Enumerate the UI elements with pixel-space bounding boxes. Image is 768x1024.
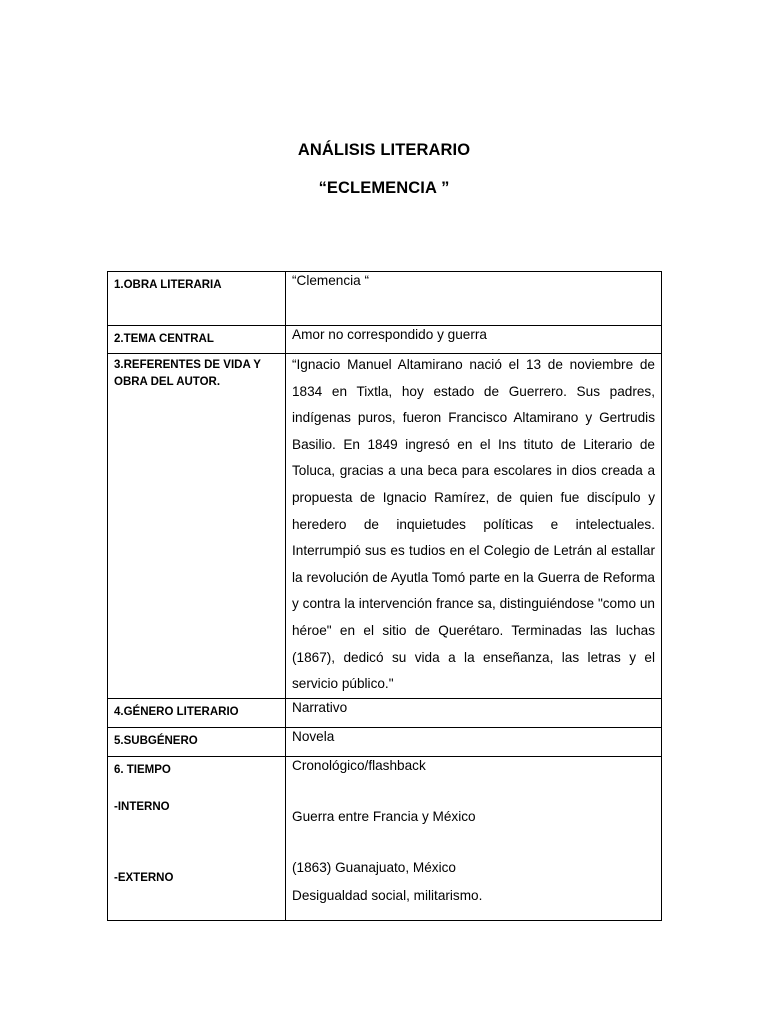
row-label-text: 2.TEMA CENTRAL (114, 333, 214, 345)
author-biography-text: “Ignacio Manuel Altamirano nació el 13 de noviembre de 1834 en Tixtla, hoy estado de Guerrero. Sus padres, indígenas puros, fueron Francisco Altamirano y Gertrudis Basilio. En 1849 ingresó en el Ins tituto de Literario de Toluca, gracias a una beca para escolares in dios creada a propuesta de Ignacio Ramírez, de quien fue discípulo y heredero de inquietudes políticas e intelectuales. Interrumpió sus es tudios en el Colegio de Letrán al estallar la revolución de Ayutla Tomó parte en la Guerra de Reforma y contra la intervención france sa, distinguiéndose "como un héroe" en el sitio de Querétaro. Terminadas las luchas (1867), dedicó su vida a la enseñanza, las letras y el servicio público." (292, 357, 655, 692)
row-value-tiempo (286, 756, 662, 920)
row-value-text: Amor no correspondido y guerra (292, 327, 487, 342)
analysis-table (107, 271, 662, 921)
row-value-text: “Clemencia “ (292, 273, 370, 288)
table-row (108, 326, 662, 354)
table-row (108, 756, 662, 920)
row-value-tema (286, 326, 662, 354)
row-value-genero (286, 698, 662, 727)
table-row (108, 272, 662, 326)
row-label-genero (108, 698, 286, 727)
sublabel-interno: -INTERNO (114, 800, 170, 813)
row-label-subgenero (108, 727, 286, 756)
row-label-text: 5.SUBGÉNERO (114, 734, 198, 747)
row-label-tiempo (108, 756, 286, 920)
table-row (108, 354, 662, 699)
row-label-text: 1.OBRA LITERARIA (114, 279, 222, 291)
row-label-text: 4.GÉNERO LITERARIO (114, 705, 239, 718)
row-value-text: Novela (292, 728, 335, 744)
tiempo-interno-value: Guerra entre Francia y México (292, 808, 476, 824)
tiempo-externo-value: Desigualdad social, militarismo. (292, 887, 483, 903)
row-label-text: 6. TIEMPO (114, 763, 171, 776)
table-row (108, 698, 662, 727)
row-label-text: 3.REFERENTES DE VIDA Y OBRA DEL AUTOR. (114, 359, 261, 388)
sublabel-externo: -EXTERNO (114, 871, 174, 884)
document-title: ANÁLISIS LITERARIO (297, 141, 471, 159)
row-value-obra (286, 272, 662, 326)
tiempo-externo-value: (1863) Guanajuato, México (292, 859, 456, 875)
row-label-referentes (108, 354, 286, 699)
row-value-referentes (286, 354, 662, 699)
tiempo-value: Cronológico/flashback (292, 757, 426, 773)
row-label-tema (108, 326, 286, 354)
row-label-obra (108, 272, 286, 326)
document-subtitle: “ECLEMENCIA ” (318, 179, 450, 197)
table-row (108, 727, 662, 756)
row-value-text: Narrativo (292, 699, 348, 715)
row-value-subgenero (286, 727, 662, 756)
